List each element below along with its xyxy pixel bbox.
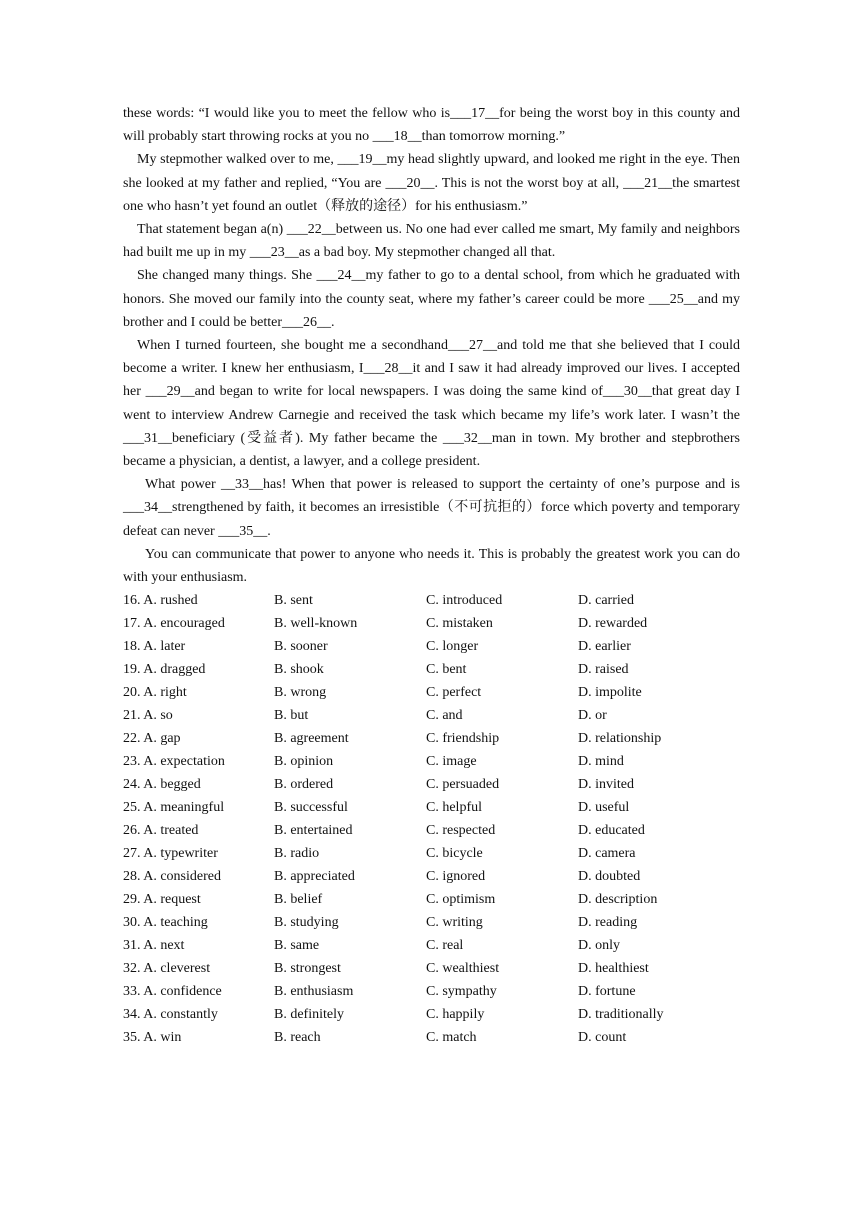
option-b: B. sent [274,593,313,609]
option-text: A. typewriter [143,846,218,862]
question-number: 26. [123,823,141,839]
question-row [123,796,740,819]
option-text: A. treated [143,823,199,839]
question-row [123,773,740,796]
option-c: C. happily [426,1007,485,1023]
option-a [123,888,274,911]
question-row [123,658,740,681]
option-a [123,842,274,865]
option-text: A. confidence [143,984,222,1000]
option-d: D. impolite [578,685,642,701]
option-b: B. entertained [274,823,353,839]
option-a [123,589,274,612]
option-a [123,681,274,704]
question-number: 31. [123,938,141,954]
question-row [123,635,740,658]
option-d: D. mind [578,754,624,770]
option-d: D. rewarded [578,616,648,632]
option-a [123,957,274,980]
option-d: D. carried [578,593,634,609]
question-number: 18. [123,639,141,655]
option-d: D. traditionally [578,1007,664,1023]
option-a [123,980,274,1003]
option-b: B. belief [274,892,323,908]
option-text: A. gap [143,731,181,747]
question-row [123,612,740,635]
question-row [123,911,740,934]
answer-options [123,589,740,1049]
option-d: D. doubted [578,869,641,885]
question-number: 27. [123,846,141,862]
option-text: A. begged [143,777,201,793]
question-number: 20. [123,685,141,701]
option-d: D. description [578,892,658,908]
option-c: C. image [426,754,477,770]
option-text: A. win [143,1030,182,1046]
document-page [123,102,740,1049]
question-row [123,1003,740,1026]
option-b: B. definitely [274,1007,344,1023]
option-c: C. friendship [426,731,500,747]
question-row [123,888,740,911]
option-a [123,911,274,934]
option-a [123,1003,274,1026]
question-number: 30. [123,915,141,931]
option-text: A. meaningful [143,800,225,816]
option-a [123,658,274,681]
option-a [123,750,274,773]
passage-paragraph: these words: “I would like you to meet the fellow who is___17__for being the worst boy in this county and will probably start throwing rocks at you no ___18__than tomorrow morning.” [123,106,740,145]
option-a [123,704,274,727]
question-number: 32. [123,961,141,977]
option-text: A. right [143,685,187,701]
option-d: D. relationship [578,731,662,747]
question-number: 19. [123,662,141,678]
question-row [123,957,740,980]
option-c: C. and [426,708,463,724]
question-number: 33. [123,984,141,1000]
option-d: D. fortune [578,984,636,1000]
question-number: 29. [123,892,141,908]
question-row [123,727,740,750]
option-d: D. raised [578,662,629,678]
passage-paragraph: My stepmother walked over to me, ___19__my head slightly upward, and looked me right in the eye. Then she looked at my father and replied, “You are ___20__. This is not the worst boy at all, ___21__the smartest one who hasn’t yet found an outlet（释放的途径）for his enthusiasm.” [123,152,740,214]
question-number: 35. [123,1030,141,1046]
option-d: D. educated [578,823,645,839]
question-row [123,1026,740,1049]
question-number: 34. [123,1007,141,1023]
option-b: B. but [274,708,309,724]
option-text: A. so [143,708,173,724]
option-c: C. match [426,1030,477,1046]
option-text: A. considered [143,869,221,885]
option-d: D. or [578,708,607,724]
question-number: 25. [123,800,141,816]
question-number: 28. [123,869,141,885]
option-c: C. mistaken [426,616,493,632]
option-b: B. strongest [274,961,341,977]
option-b: B. opinion [274,754,334,770]
question-row [123,681,740,704]
option-text: A. request [143,892,201,908]
option-b: B. successful [274,800,348,816]
option-c: C. persuaded [426,777,500,793]
option-c: C. wealthiest [426,961,500,977]
question-number: 21. [123,708,141,724]
option-c: C. ignored [426,869,486,885]
option-c: C. helpful [426,800,482,816]
option-c: C. writing [426,915,483,931]
passage-paragraph: When I turned fourteen, she bought me a secondhand___27__and told me that she believed that I could become a writer. I knew her enthusiasm, I___28__it and I saw it had already improved our lives. I accepted her ___29__and began to write for local newspapers. I was doing the same kind of___30__that great day I went to interview Andrew Carnegie and received the task which became my life’s work later. I wasn’t the ___31__beneficiary (受益者). My father became the ___32__man in town. My brother and stepbrothers became a physician, a dentist, a lawyer, and a college president. [123,338,740,470]
question-row [123,865,740,888]
passage-paragraph: That statement began a(n) ___22__between us. No one had ever called me smart, My family and neighbors had built me up in my ___23__as a bad boy. My stepmother changed all that. [123,222,740,261]
option-c: C. bicycle [426,846,483,862]
option-text: A. cleverest [143,961,211,977]
option-text: A. encouraged [143,616,225,632]
question-number: 22. [123,731,141,747]
passage-paragraph: You can communicate that power to anyone who needs it. This is probably the greatest work you can do with your enthusiasm. [123,546,740,586]
option-a [123,934,274,957]
option-c: C. sympathy [426,984,497,1000]
option-b: B. well-known [274,616,358,632]
option-a [123,773,274,796]
option-b: B. radio [274,846,320,862]
option-a [123,612,274,635]
option-c: C. introduced [426,593,503,609]
option-c: C. optimism [426,892,496,908]
question-row [123,980,740,1003]
option-a [123,1026,274,1049]
option-text: A. rushed [143,593,198,609]
option-c: C. bent [426,662,467,678]
question-row [123,842,740,865]
question-row [123,819,740,842]
option-b: B. same [274,938,320,954]
option-d: D. invited [578,777,634,793]
question-number: 23. [123,754,141,770]
option-d: D. count [578,1030,627,1046]
option-b: B. wrong [274,685,327,701]
option-c: C. perfect [426,685,482,701]
option-text: A. next [143,938,185,954]
question-row [123,589,740,612]
option-text: A. teaching [143,915,208,931]
option-text: A. dragged [143,662,206,678]
option-c: C. respected [426,823,496,839]
option-b: B. agreement [274,731,349,747]
question-number: 16. [123,593,141,609]
option-a [123,796,274,819]
option-b: B. appreciated [274,869,355,885]
option-text: A. constantly [143,1007,218,1023]
question-row [123,704,740,727]
question-row [123,934,740,957]
cloze-passage [123,102,740,589]
option-a [123,819,274,842]
option-text: A. expectation [143,754,225,770]
option-b: B. shook [274,662,324,678]
option-b: B. sooner [274,639,328,655]
option-b: B. enthusiasm [274,984,354,1000]
option-a [123,635,274,658]
option-b: B. ordered [274,777,334,793]
option-c: C. longer [426,639,479,655]
question-number: 17. [123,616,141,632]
passage-paragraph: What power __33__has! When that power is released to support the certainty of one’s purpose and is ___34__strengthened by faith, it becomes an irresistible（不可抗拒的）force which poverty and temporary defeat can never ___35__. [123,477,740,539]
option-d: D. camera [578,846,636,862]
option-c: C. real [426,938,464,954]
passage-paragraph: She changed many things. She ___24__my father to go to a dental school, from which he graduated with honors. She moved our family into the county seat, where my father’s career could be more ___25__and my brother and I could be better___26__. [123,268,740,330]
option-d: D. only [578,938,620,954]
option-text: A. later [143,639,186,655]
option-d: D. healthiest [578,961,649,977]
option-d: D. reading [578,915,638,931]
option-b: B. studying [274,915,339,931]
option-a [123,727,274,750]
option-b: B. reach [274,1030,321,1046]
option-d: D. useful [578,800,630,816]
option-a [123,865,274,888]
question-row [123,750,740,773]
question-number: 24. [123,777,141,793]
option-d: D. earlier [578,639,631,655]
